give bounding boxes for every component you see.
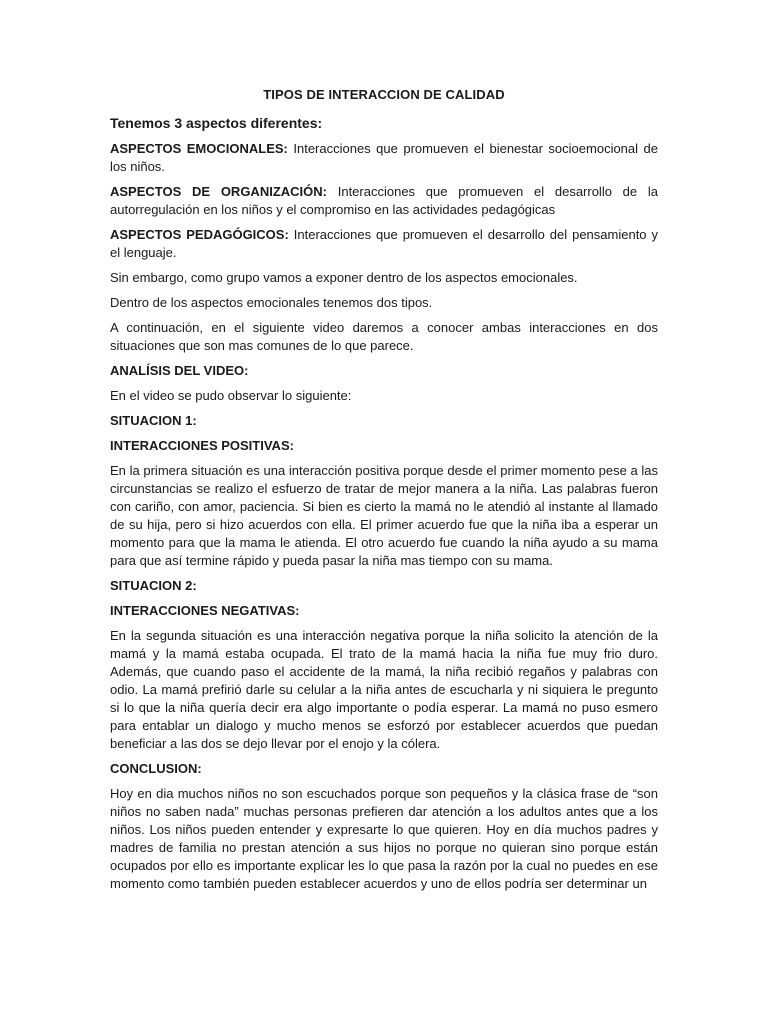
aspect-emotional: [110, 140, 658, 176]
paragraph-situation-1: En la primera situación es una interacción positiva porque desde el primer momento pese a las circunstancias se realizo el esfuerzo de tratar de mejor manera a la niña. Las palabras fueron con cariño, con amor, paciencia. Si bien es cierto la mamá no le atendió al instante al llamado de su hija, pero si hizo acuerdos con ella. El primer acuerdo fue que la niña iba a esperar un momento para que la mama le atienda. El otro acuerdo fue cuando la niña ayudo a su mama para que así termine rápido y pueda pasar la niña mas tiempo con su mama.: [110, 463, 658, 568]
paragraph-conclusion: Hoy en dia muchos niños no son escuchados porque son pequeños y la clásica frase de “son niños no saben nada” muchas personas prefieren dar atención a los adultos antes que a los niños. Los niños pueden entender y expresarte lo que quieren. Hoy en día muchos padres y madres de familia no prestan atención a sus hijos no porque no quieran sino porque están ocupados por ello es importante explicar les lo que pasa la razón por la cual no puedes en ese momento como también pueden establecer acuerdos y uno de ellos podría ser determinar un: [110, 786, 658, 891]
document-title: TIPOS DE INTERACCION DE CALIDAD: [263, 87, 505, 102]
paragraph-observed: En el video se pudo observar lo siguiente:: [110, 388, 352, 403]
heading-conclusion: CONCLUSION:: [110, 761, 202, 776]
heading-situation-2: SITUACION 2:: [110, 578, 197, 593]
aspect-organization-text: Interacciones que promueven el desarrollo de la autorregulación en los niños y el compromiso en las actividades pedagógicas: [110, 184, 658, 217]
paragraph-group: Sin embargo, como grupo vamos a exponer dentro de los aspectos emocionales.: [110, 270, 578, 285]
heading-positive-interactions: INTERACCIONES POSITIVAS:: [110, 438, 294, 453]
aspect-emotional-label: ASPECTOS EMOCIONALES:: [110, 141, 288, 156]
aspect-emotional-text: Interacciones que promueven el bienestar socioemocional de los niños.: [110, 141, 658, 174]
paragraph-situation-2: En la segunda situación es una interacción negativa porque la niña solicito la atención de la mamá y la mamá estaba ocupada. El trato de la mamá hacia la niña fue muy frio duro. Además, que cuando paso el accidente de la mamá, la niña recibió regaños y palabras con odio. La mamá prefirió darle su celular a la niña antes de escucharla y ni siquiera le pregunto si lo que la niña quería decir era algo importante o podía esperar. La mamá no puso esmero para entablar un dialogo y mucho menos se esforzó por establecer acuerdos que puedan beneficiar a las dos se dejo llevar por el enojo y la cólera.: [110, 628, 658, 751]
paragraph-video-intro: A continuación, en el siguiente video daremos a conocer ambas interacciones en dos situaciones que son mas comunes de lo que parece.: [110, 320, 658, 353]
aspect-organization: [110, 183, 658, 219]
aspect-pedagogical-text: Interacciones que promueven el desarrollo del pensamiento y el lenguaje.: [110, 227, 658, 260]
heading-situation-1: SITUACION 1:: [110, 413, 197, 428]
document-subtitle: Tenemos 3 aspectos diferentes:: [110, 115, 323, 131]
aspect-pedagogical-label: ASPECTOS PEDAGÓGICOS:: [110, 227, 289, 242]
aspect-organization-label: ASPECTOS DE ORGANIZACIÓN:: [110, 184, 327, 199]
aspect-pedagogical: [110, 226, 658, 262]
heading-negative-interactions: INTERACCIONES NEGATIVAS:: [110, 603, 300, 618]
paragraph-two-types: Dentro de los aspectos emocionales tenemos dos tipos.: [110, 295, 433, 310]
document-page: [110, 86, 658, 900]
heading-analysis: ANALÍSIS DEL VIDEO:: [110, 363, 249, 378]
